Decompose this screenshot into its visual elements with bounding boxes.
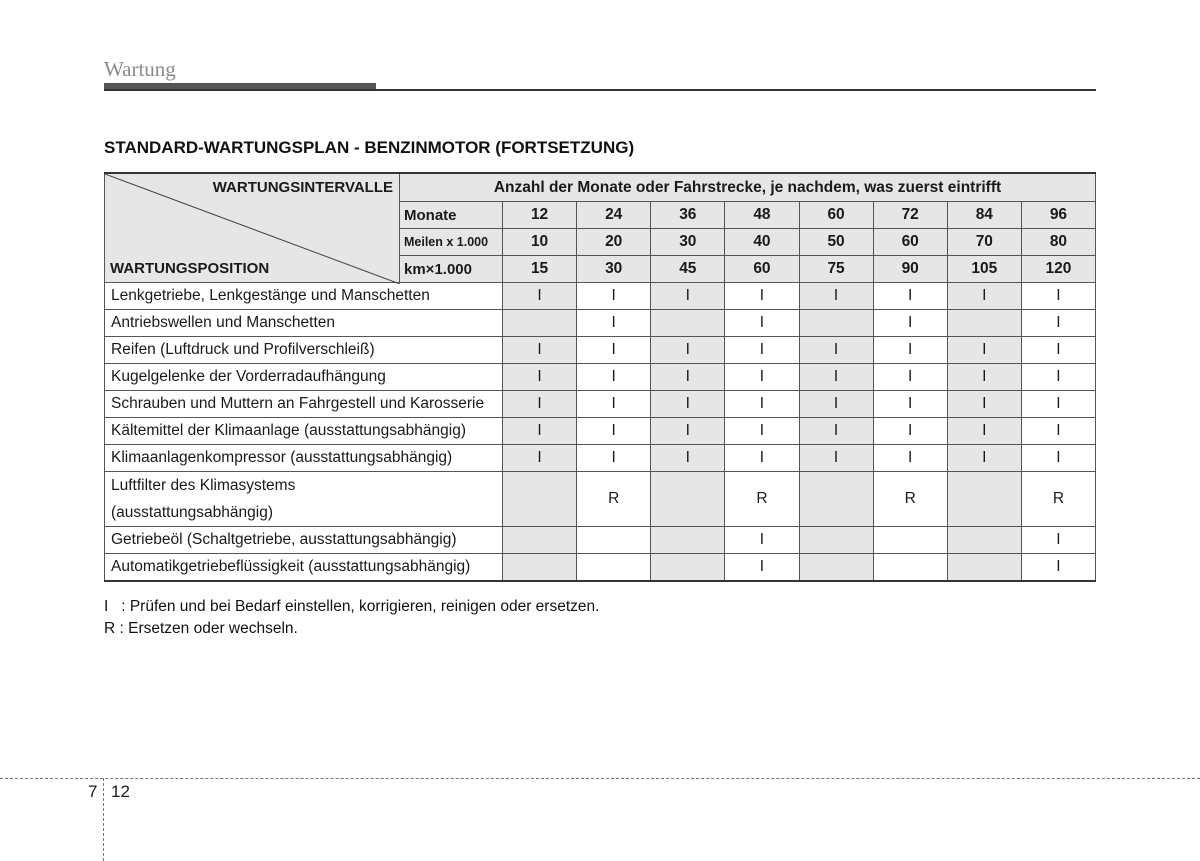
table-row [105,337,1096,364]
schedule-cell [799,472,873,527]
schedule-cell [947,527,1021,554]
schedule-cell: I [651,445,725,472]
schedule-cell: I [651,337,725,364]
schedule-cell: I [503,418,577,445]
schedule-cell: I [947,337,1021,364]
schedule-cell: R [577,472,651,527]
schedule-cell: I [799,418,873,445]
schedule-cell: I [577,364,651,391]
schedule-cell: R [1021,472,1095,527]
schedule-cell: I [577,445,651,472]
schedule-cell [947,472,1021,527]
footer-dashed-divider [103,778,104,861]
schedule-cell [799,527,873,554]
schedule-cell: I [1021,310,1095,337]
schedule-cell: I [799,283,873,310]
interval-value: 20 [577,229,651,256]
interval-value: 60 [799,202,873,229]
interval-value: 30 [577,256,651,283]
header-rule [104,89,1096,91]
interval-value: 36 [651,202,725,229]
interval-unit-label: Monate [400,202,503,229]
interval-unit-label: km×1.000 [400,256,503,283]
schedule-cell [503,310,577,337]
maintenance-item-label: Automatikgetriebeflüssigkeit (ausstattungsabhängig) [105,554,503,582]
schedule-cell [503,527,577,554]
interval-value: 50 [799,229,873,256]
schedule-cell: I [799,391,873,418]
schedule-cell: I [725,418,799,445]
schedule-cell: I [725,337,799,364]
schedule-cell: I [947,391,1021,418]
schedule-cell: I [577,391,651,418]
schedule-cell: I [1021,337,1095,364]
schedule-cell: I [503,283,577,310]
schedule-cell [577,527,651,554]
table-row [105,310,1096,337]
interval-value: 10 [503,229,577,256]
page-number: 12 [111,782,130,801]
table-row [105,418,1096,445]
corner-bottom-label: WARTUNGSPOSITION [110,260,270,277]
schedule-cell [651,527,725,554]
schedule-cell [947,554,1021,582]
schedule-cell [873,527,947,554]
schedule-cell: I [725,391,799,418]
interval-header-row [105,173,1096,202]
maintenance-item-label: Lenkgetriebe, Lenkgestänge und Manschetten [105,283,503,310]
maintenance-item-label: Kältemittel der Klimaanlage (ausstattungsabhängig) [105,418,503,445]
document-heading: STANDARD-WARTUNGSPLAN - BENZINMOTOR (FORTSETZUNG) [104,138,635,157]
interval-value: 12 [503,202,577,229]
interval-value: 60 [873,229,947,256]
schedule-cell: R [725,472,799,527]
section-title: Wartung [104,57,176,81]
interval-value: 30 [651,229,725,256]
interval-span-header: Anzahl der Monate oder Fahrstrecke, je nachdem, was zuerst eintrifft [400,173,1096,202]
schedule-cell: I [799,364,873,391]
schedule-cell [651,310,725,337]
schedule-cell: I [651,391,725,418]
schedule-cell: I [1021,527,1095,554]
interval-value: 120 [1021,256,1095,283]
schedule-cell [651,472,725,527]
schedule-cell: I [577,418,651,445]
maintenance-item-label-line: Luftfilter des Klimasystems [111,477,296,494]
schedule-cell: I [873,391,947,418]
interval-value: 24 [577,202,651,229]
schedule-cell: I [725,527,799,554]
schedule-cell [873,554,947,582]
maintenance-item-label: Getriebeöl (Schaltgetriebe, ausstattungsabhängig) [105,527,503,554]
schedule-cell: I [503,391,577,418]
schedule-cell: I [947,283,1021,310]
schedule-cell: I [503,364,577,391]
maintenance-item-label: Kugelgelenke der Vorderradaufhängung [105,364,503,391]
interval-value: 48 [725,202,799,229]
interval-unit-label: Meilen x 1.000 [400,229,503,256]
corner-top-label: WARTUNGSINTERVALLE [212,179,393,196]
schedule-cell: I [873,337,947,364]
schedule-cell [651,554,725,582]
schedule-cell: I [651,283,725,310]
schedule-cell: I [799,445,873,472]
table-row [105,391,1096,418]
interval-value: 70 [947,229,1021,256]
interval-value: 105 [947,256,1021,283]
schedule-cell [503,554,577,582]
interval-value: 40 [725,229,799,256]
interval-value: 80 [1021,229,1095,256]
interval-value: 96 [1021,202,1095,229]
chapter-number: 7 [88,782,98,801]
schedule-cell: I [1021,391,1095,418]
footer-dashed-rule [0,778,1200,779]
schedule-cell: I [651,364,725,391]
schedule-cell [947,310,1021,337]
schedule-cell: I [947,445,1021,472]
schedule-cell: I [873,418,947,445]
table-row [105,527,1096,554]
schedule-cell: I [1021,364,1095,391]
schedule-cell: I [873,364,947,391]
interval-value: 45 [651,256,725,283]
schedule-cell [503,472,577,527]
maintenance-item-label: Schrauben und Muttern an Fahrgestell und Karosserie [105,391,503,418]
interval-value: 90 [873,256,947,283]
schedule-cell: I [725,283,799,310]
table-row [105,364,1096,391]
maintenance-item-label-line: (ausstattungsabhängig) [111,504,274,521]
schedule-cell: I [1021,283,1095,310]
schedule-cell: I [725,445,799,472]
schedule-cell: I [1021,418,1095,445]
maintenance-table [104,172,1096,582]
table-row [105,283,1096,310]
schedule-cell: I [725,364,799,391]
schedule-cell: I [1021,554,1095,582]
maintenance-item-label: Antriebswellen und Manschetten [105,310,503,337]
interval-value: 15 [503,256,577,283]
schedule-cell: I [577,283,651,310]
maintenance-item-label: Klimaanlagenkompressor (ausstattungsabhängig) [105,445,503,472]
schedule-cell: I [873,283,947,310]
schedule-cell [799,554,873,582]
maintenance-item-label [105,472,503,527]
schedule-cell: I [503,337,577,364]
schedule-cell: I [577,310,651,337]
legend-replace: R : Ersetzen oder wechseln. [104,620,298,637]
legend-inspect: I : Prüfen und bei Bedarf einstellen, korrigieren, reinigen oder ersetzen. [104,598,600,615]
interval-value: 72 [873,202,947,229]
schedule-cell [577,554,651,582]
schedule-cell: I [947,364,1021,391]
interval-value: 84 [947,202,1021,229]
table-row [105,554,1096,582]
schedule-cell [799,310,873,337]
table-row [105,472,1096,527]
maintenance-item-label: Reifen (Luftdruck und Profilverschleiß) [105,337,503,364]
schedule-cell: I [947,418,1021,445]
schedule-cell: I [725,310,799,337]
schedule-cell: I [1021,445,1095,472]
table-row [105,445,1096,472]
schedule-cell: I [651,418,725,445]
schedule-cell: I [503,445,577,472]
interval-value: 75 [799,256,873,283]
schedule-cell: R [873,472,947,527]
interval-value: 60 [725,256,799,283]
corner-header-cell [105,173,400,283]
schedule-cell: I [799,337,873,364]
schedule-cell: I [577,337,651,364]
schedule-cell: I [873,310,947,337]
schedule-cell: I [725,554,799,582]
schedule-cell: I [873,445,947,472]
